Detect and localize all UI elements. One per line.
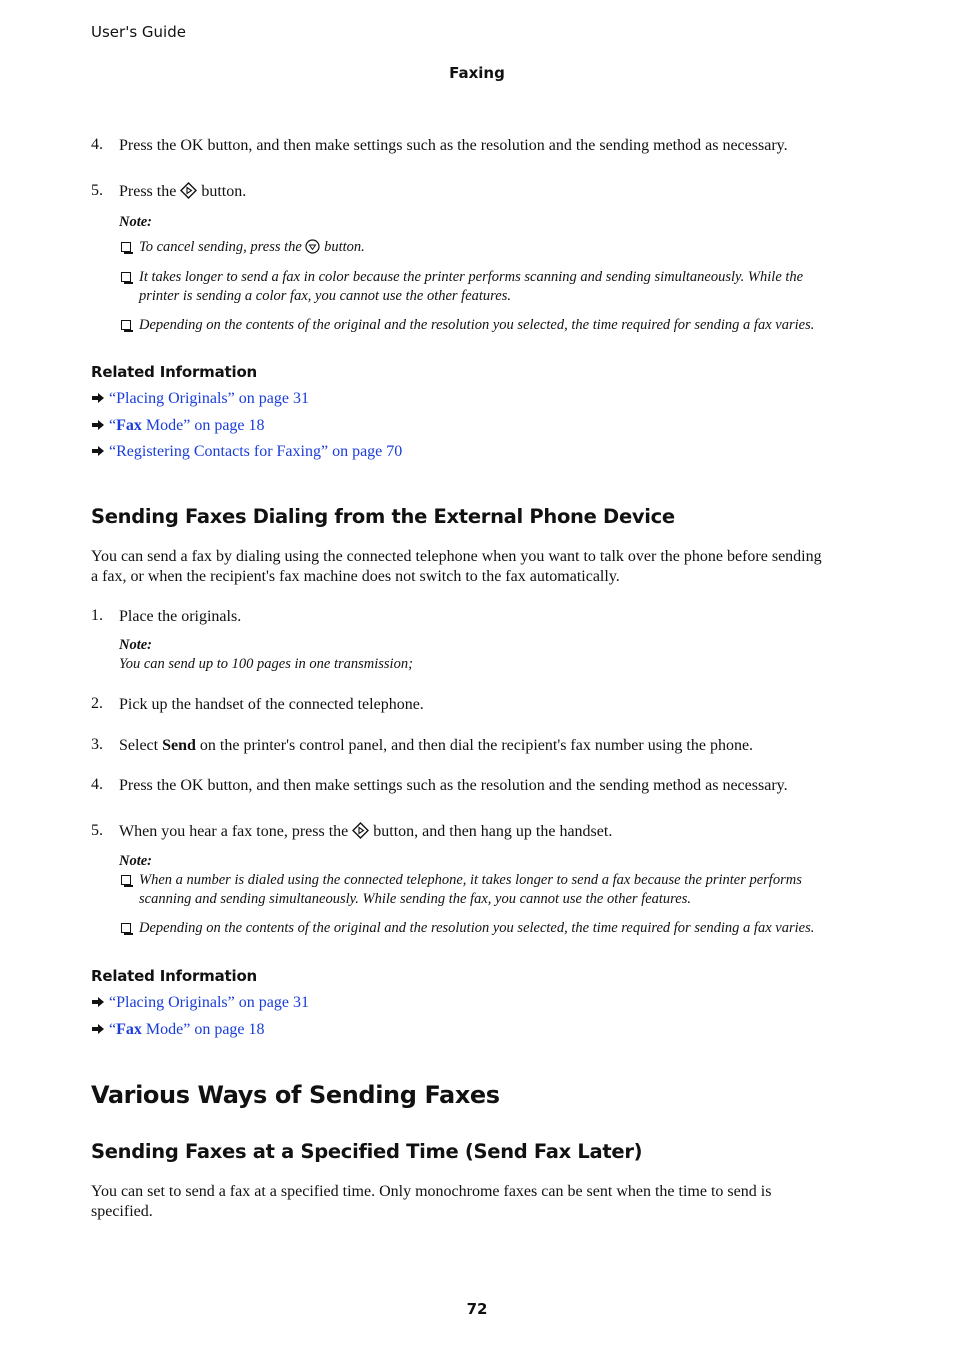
page-number: 72	[466, 1300, 488, 1318]
step-text-pre: Select	[119, 737, 163, 754]
step-number: 4.	[91, 136, 103, 153]
step-number: 5.	[91, 182, 103, 199]
link-bold: Fax	[116, 417, 142, 434]
arrow-right-icon	[91, 996, 105, 1008]
checkbox-bullet-icon	[121, 242, 131, 252]
note-item-line: When a number is dialed using the connected telephone, it takes longer to send a fax because the printer performs	[139, 872, 802, 888]
link-text[interactable]	[109, 417, 265, 434]
related-info-heading: Related Information	[91, 363, 258, 381]
related-link[interactable]	[91, 994, 309, 1012]
chapter-heading: Various Ways of Sending Faxes	[91, 1081, 500, 1109]
note-item: Depending on the contents of the original and the resolution you selected, the time required for sending a fax varies.	[139, 317, 815, 333]
note-label: Note:	[119, 853, 153, 869]
related-link[interactable]	[91, 390, 309, 408]
start-diamond-icon	[180, 182, 197, 199]
note-text: You can send up to 100 pages in one transmission;	[119, 656, 413, 672]
note-label: Note:	[119, 637, 153, 653]
step-text	[119, 182, 246, 202]
paragraph-line: You can set to send a fax at a specified time. Only monochrome faxes can be sent when the time to send is	[91, 1183, 772, 1200]
step-number: 3.	[91, 736, 103, 753]
link-text[interactable]: “Placing Originals” on page 31	[109, 390, 309, 407]
paragraph-line: a fax, or when the recipient's fax machine does not switch to the fax automatically.	[91, 568, 620, 585]
section-heading: Sending Faxes at a Specified Time (Send Fax Later)	[91, 1140, 643, 1163]
note-item-pre: To cancel sending, press the	[139, 239, 302, 255]
step-text	[119, 822, 612, 842]
section-heading: Sending Faxes Dialing from the External Phone Device	[91, 505, 675, 528]
step-text-pre: When you hear a fax tone, press the	[119, 823, 349, 840]
step-text: Place the originals.	[119, 608, 242, 625]
step-text-post: button, and then hang up the handset.	[373, 823, 613, 840]
note-item-line: It takes longer to send a fax in color because the printer performs scanning and sending simultaneously. While the	[139, 269, 804, 285]
note-item	[139, 238, 365, 257]
step-text: Pick up the handset of the connected telephone.	[119, 696, 424, 713]
link-quote: “	[109, 1021, 117, 1038]
step-text	[119, 736, 753, 756]
note-label: Note:	[119, 214, 153, 230]
step-text: Press the OK button, and then make settings such as the resolution and the sending method as necessary.	[119, 137, 788, 154]
step-number: 1.	[91, 607, 103, 624]
checkbox-bullet-icon	[121, 320, 131, 330]
paragraph-line: You can send a fax by dialing using the connected telephone when you want to talk over the phone before sending	[91, 548, 822, 565]
related-info-heading: Related Information	[91, 967, 258, 985]
related-link[interactable]	[91, 417, 265, 435]
step-text-post: on the printer's control panel, and then dial the recipient's fax number using the phone.	[195, 737, 754, 754]
step-number: 2.	[91, 695, 103, 712]
stop-circle-icon	[305, 239, 320, 254]
arrow-right-icon	[91, 392, 105, 404]
checkbox-bullet-icon	[121, 875, 131, 885]
step-text-pre: Press the	[119, 183, 177, 200]
step-text-post: button.	[201, 183, 247, 200]
send-menu-label: Send	[162, 737, 196, 754]
arrow-right-icon	[91, 445, 105, 457]
link-bold: Fax	[116, 1021, 142, 1038]
link-quote: “	[109, 417, 117, 434]
step-number: 4.	[91, 776, 103, 793]
section-title: Faxing	[449, 64, 505, 82]
note-item-post: button.	[324, 239, 365, 255]
paragraph-line: specified.	[91, 1203, 153, 1220]
step-number: 5.	[91, 822, 103, 839]
link-text[interactable]	[109, 1021, 265, 1038]
link-text[interactable]: “Registering Contacts for Faxing” on page 70	[109, 443, 403, 460]
link-text[interactable]: “Placing Originals” on page 31	[109, 994, 309, 1011]
note-item: Depending on the contents of the original and the resolution you selected, the time required for sending a fax varies.	[139, 920, 815, 936]
note-item-line: scanning and sending simultaneously. While sending the fax, you cannot use the other features.	[139, 891, 691, 907]
related-link[interactable]	[91, 1021, 265, 1039]
step-text: Press the OK button, and then make settings such as the resolution and the sending method as necessary.	[119, 777, 788, 794]
checkbox-bullet-icon	[121, 923, 131, 933]
link-rest: Mode” on page 18	[141, 1021, 265, 1038]
related-link[interactable]	[91, 443, 402, 461]
link-rest: Mode” on page 18	[141, 417, 265, 434]
arrow-right-icon	[91, 1023, 105, 1035]
arrow-right-icon	[91, 419, 105, 431]
guide-title: User's Guide	[91, 23, 186, 41]
note-item-line: printer is sending a color fax, you cannot use the other features.	[139, 288, 511, 304]
start-diamond-icon	[352, 822, 369, 839]
checkbox-bullet-icon	[121, 272, 131, 282]
